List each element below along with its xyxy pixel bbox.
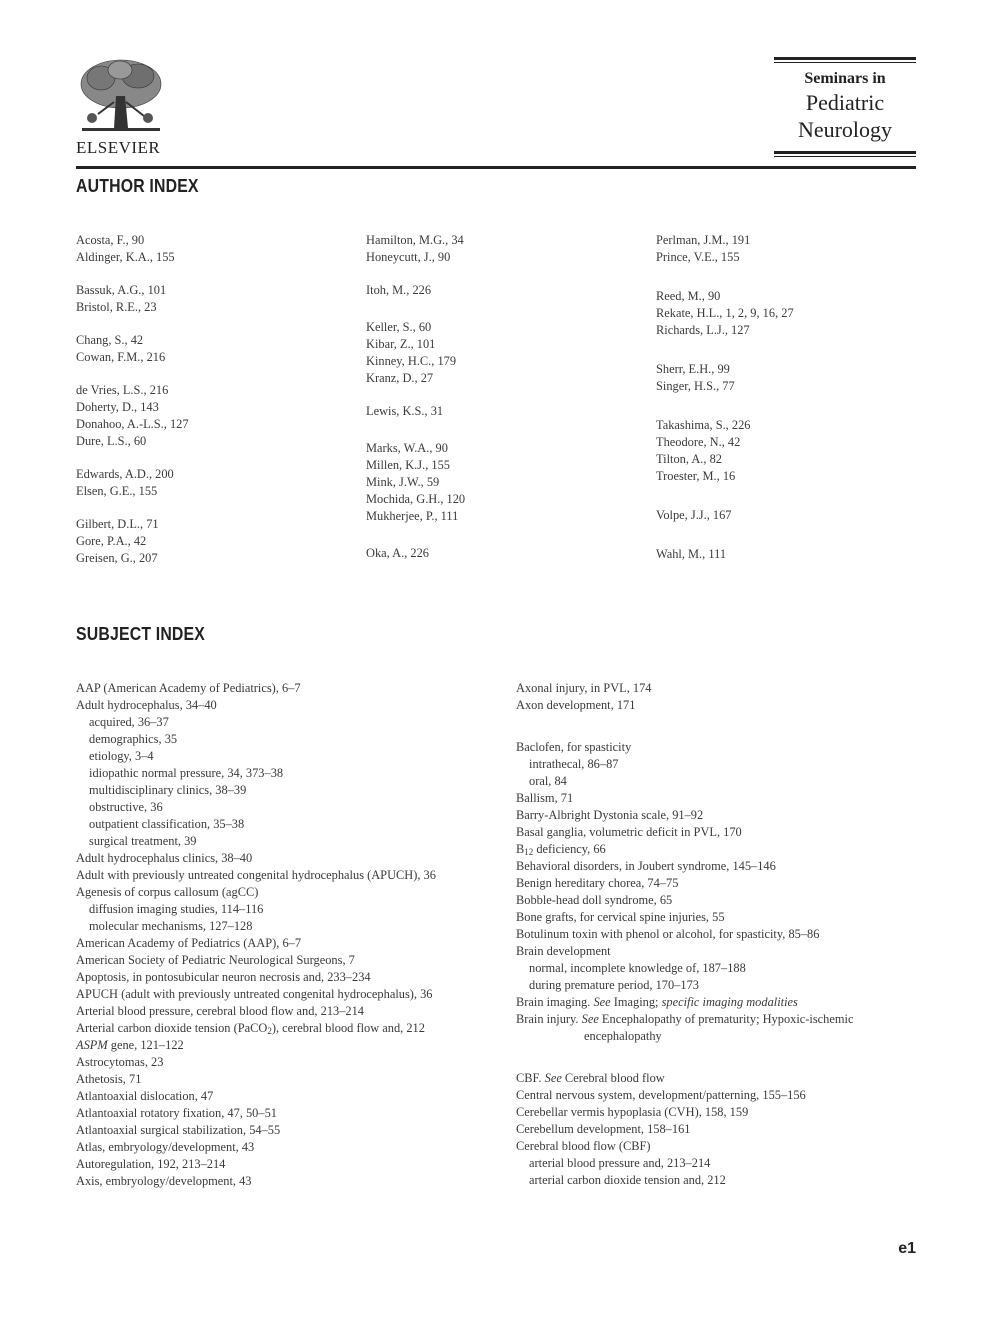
subject-entry-text: Brain imaging. <box>516 995 594 1009</box>
subject-entry: Bone grafts, for cervical spine injuries, 55 <box>516 910 725 924</box>
author-entry: Edwards, A.D., 200 <box>76 467 174 481</box>
author-entry: Reed, M., 90 <box>656 289 721 303</box>
subject-entry: Adult hydrocephalus clinics, 38–40 <box>76 851 253 865</box>
author-entry: Lewis, K.S., 31 <box>366 404 444 418</box>
subject-entry-text: Imaging; <box>610 995 662 1009</box>
subject-entry: Botulinum toxin with phenol or alcohol, for spasticity, 85–86 <box>516 927 820 941</box>
subject-entry: Agenesis of corpus callosum (agCC) <box>76 885 259 899</box>
publisher-logo <box>76 56 166 158</box>
see-reference: See <box>593 995 611 1009</box>
subject-index-title: SUBJECT INDEX <box>76 624 206 644</box>
subject-entry: Bobble-head doll syndrome, 65 <box>516 893 673 907</box>
author-entry: Kibar, Z., 101 <box>366 337 436 351</box>
subject-subentry: molecular mechanisms, 127–128 <box>89 919 253 933</box>
gene-name: ASPM <box>76 1038 108 1052</box>
subject-entry: Cerebral blood flow (CBF) <box>516 1139 651 1153</box>
author-entry: Bristol, R.E., 23 <box>76 300 157 314</box>
journal-line-2: Pediatric <box>805 90 885 115</box>
author-entry: Gore, P.A., 42 <box>76 534 147 548</box>
subject-entry <box>76 1037 501 1054</box>
author-index-column-1 <box>76 232 336 583</box>
letter-gap <box>516 1045 921 1070</box>
subject-entry: Atlantoaxial dislocation, 47 <box>76 1089 214 1103</box>
author-entry: Oka, A., 226 <box>366 546 429 560</box>
subject-entry: Atlantoaxial surgical stabilization, 54–55 <box>76 1123 281 1137</box>
subject-entry: Baclofen, for spasticity <box>516 740 632 754</box>
subject-subentry: etiology, 3–4 <box>89 749 154 763</box>
author-entry: Gilbert, D.L., 71 <box>76 517 159 531</box>
author-entry: Aldinger, K.A., 155 <box>76 250 175 264</box>
author-entry: Rekate, H.L., 1, 2, 9, 16, 27 <box>656 306 794 320</box>
subject-subentry: diffusion imaging studies, 114–116 <box>89 902 264 916</box>
subject-entry: Central nervous system, development/patterning, 155–156 <box>516 1088 806 1102</box>
author-index-column-2 <box>366 232 626 578</box>
subject-subentry: outpatient classification, 35–38 <box>89 817 245 831</box>
subject-entry: Behavioral disorders, in Joubert syndrome, 145–146 <box>516 859 776 873</box>
author-entry: Volpe, J.J., 167 <box>656 508 732 522</box>
subject-entry: American Academy of Pediatrics (AAP), 6–7 <box>76 936 302 950</box>
subject-index-column-1 <box>76 680 501 1190</box>
subject-entry: Cerebellar vermis hypoplasia (CVH), 158, 159 <box>516 1105 749 1119</box>
subject-entry <box>76 1020 501 1037</box>
subject-entry-text: Cerebral blood flow <box>561 1071 665 1085</box>
subject-entry-text: Arterial carbon dioxide tension (PaCO <box>76 1021 268 1035</box>
subject-entry: APUCH (adult with previously untreated congenital hydrocephalus), 36 <box>76 987 433 1001</box>
author-entry: Singer, H.S., 77 <box>656 379 735 393</box>
author-entry: Takashima, S., 226 <box>656 418 751 432</box>
author-entry: Acosta, F., 90 <box>76 233 145 247</box>
subject-subentry: arterial blood pressure and, 213–214 <box>529 1156 711 1170</box>
author-entry: Dure, L.S., 60 <box>76 434 147 448</box>
subscript: 12 <box>524 847 534 857</box>
journal-title-block <box>774 57 916 157</box>
author-index-title: AUTHOR INDEX <box>76 176 199 196</box>
subject-entry: Axis, embryology/development, 43 <box>76 1174 252 1188</box>
author-entry: Honeycutt, J., 90 <box>366 250 451 264</box>
subject-subentry: normal, incomplete knowledge of, 187–188 <box>529 961 746 975</box>
subject-index-column-2 <box>516 680 921 1189</box>
subject-entry: American Society of Pediatric Neurological Surgeons, 7 <box>76 953 355 967</box>
author-entry: Doherty, D., 143 <box>76 400 159 414</box>
author-entry: Tilton, A., 82 <box>656 452 722 466</box>
author-entry: Bassuk, A.G., 101 <box>76 283 167 297</box>
subject-subentry: oral, 84 <box>529 774 567 788</box>
author-entry: Mukherjee, P., 111 <box>366 509 459 523</box>
subject-entry: Ballism, 71 <box>516 791 574 805</box>
subject-entry: Adult with previously untreated congenital hydrocephalus (APUCH), 36 <box>76 868 436 882</box>
subject-subentry: multidisciplinary clinics, 38–39 <box>89 783 247 797</box>
author-entry: Mochida, G.H., 120 <box>366 492 466 506</box>
subject-subentry: surgical treatment, 39 <box>89 834 197 848</box>
subject-entry: Benign hereditary chorea, 74–75 <box>516 876 679 890</box>
author-entry: Richards, L.J., 127 <box>656 323 750 337</box>
journal-bottom-rule <box>774 151 916 157</box>
see-reference: specific imaging modalities <box>661 995 798 1009</box>
elsevier-tree-icon <box>76 56 166 136</box>
subject-entry: Basal ganglia, volumetric deficit in PVL, 170 <box>516 825 742 839</box>
author-entry: Kinney, H.C., 179 <box>366 354 457 368</box>
header-divider <box>76 166 916 169</box>
author-entry: Troester, M., 16 <box>656 469 736 483</box>
subject-entry-text: gene, 121–122 <box>107 1038 184 1052</box>
subject-subentry: acquired, 36–37 <box>89 715 169 729</box>
subject-subentry: arterial carbon dioxide tension and, 212 <box>529 1173 726 1187</box>
subject-entry <box>516 1011 921 1045</box>
subject-entry: Autoregulation, 192, 213–214 <box>76 1157 226 1171</box>
subject-entry: Athetosis, 71 <box>76 1072 142 1086</box>
publisher-name: ELSEVIER <box>76 138 161 157</box>
author-entry: Mink, J.W., 59 <box>366 475 440 489</box>
author-entry: Prince, V.E., 155 <box>656 250 740 264</box>
subscript: 2 <box>267 1026 272 1036</box>
journal-line-3: Neurology <box>797 117 893 142</box>
author-index-column-3 <box>656 232 916 579</box>
see-reference: See <box>581 1012 599 1026</box>
author-entry: Millen, K.J., 155 <box>366 458 450 472</box>
see-reference: See <box>544 1071 562 1085</box>
subject-entry-text: ), cerebral blood flow and, 212 <box>271 1021 425 1035</box>
author-entry: Cowan, F.M., 216 <box>76 350 166 364</box>
subject-entry-text: Encephalopathy of prematurity; Hypoxic-ischemic encephalopathy <box>584 1012 854 1043</box>
subject-entry: Arterial blood pressure, cerebral blood flow and, 213–214 <box>76 1004 364 1018</box>
author-entry: Chang, S., 42 <box>76 333 144 347</box>
subject-entry: Adult hydrocephalus, 34–40 <box>76 698 217 712</box>
letter-gap <box>516 714 921 739</box>
author-entry: Wahl, M., 111 <box>656 547 727 561</box>
author-entry: Elsen, G.E., 155 <box>76 484 158 498</box>
subject-entry-text: Brain injury. <box>516 1012 582 1026</box>
subject-entry: Barry-Albright Dystonia scale, 91–92 <box>516 808 704 822</box>
author-entry: Greisen, G., 207 <box>76 551 158 565</box>
subject-entry: Astrocytomas, 23 <box>76 1055 164 1069</box>
author-entry: de Vries, L.S., 216 <box>76 383 169 397</box>
page-number: e1 <box>898 1240 916 1257</box>
author-entry: Keller, S., 60 <box>366 320 432 334</box>
subject-subentry: obstructive, 36 <box>89 800 163 814</box>
subject-subentry: demographics, 35 <box>89 732 178 746</box>
author-entry: Kranz, D., 27 <box>366 371 434 385</box>
subject-entry: Brain development <box>516 944 611 958</box>
subject-entry-text: CBF. <box>516 1071 545 1085</box>
subject-subentry: during premature period, 170–173 <box>529 978 699 992</box>
subject-entry: Axonal injury, in PVL, 174 <box>516 681 652 695</box>
subject-entry: AAP (American Academy of Pediatrics), 6–7 <box>76 681 301 695</box>
author-entry: Itoh, M., 226 <box>366 283 432 297</box>
subject-subentry: intrathecal, 86–87 <box>529 757 619 771</box>
subject-subentry: idiopathic normal pressure, 34, 373–38 <box>89 766 284 780</box>
author-entry: Hamilton, M.G., 34 <box>366 233 464 247</box>
author-entry: Marks, W.A., 90 <box>366 441 448 455</box>
journal-line-1: Seminars in <box>804 70 886 87</box>
subject-entry: Atlantoaxial rotatory fixation, 47, 50–51 <box>76 1106 277 1120</box>
author-entry: Donahoo, A.-L.S., 127 <box>76 417 189 431</box>
author-entry: Perlman, J.M., 191 <box>656 233 751 247</box>
author-entry: Sherr, E.H., 99 <box>656 362 730 376</box>
subject-entry <box>516 841 921 858</box>
subject-entry: Atlas, embryology/development, 43 <box>76 1140 255 1154</box>
subject-entry: Apoptosis, in pontosubicular neuron necrosis and, 233–234 <box>76 970 371 984</box>
subject-entry <box>516 994 921 1011</box>
subject-entry-text: deficiency, 66 <box>533 842 606 856</box>
subject-entry: Axon development, 171 <box>516 698 636 712</box>
subject-entry: Cerebellum development, 158–161 <box>516 1122 691 1136</box>
author-entry: Theodore, N., 42 <box>656 435 741 449</box>
subject-entry <box>516 1070 921 1087</box>
subject-entry-text: B <box>516 842 525 856</box>
